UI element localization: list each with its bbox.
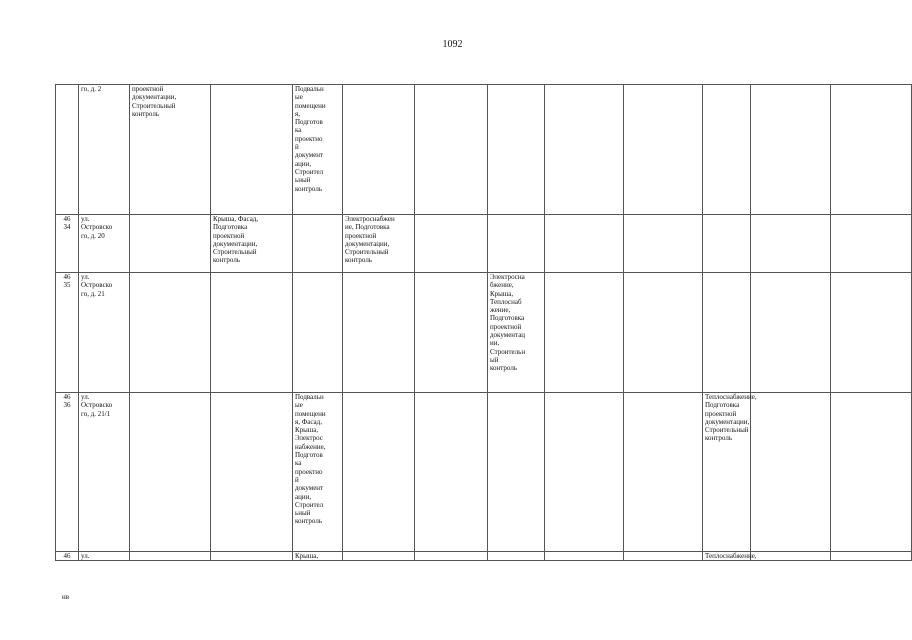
table-cell (624, 393, 703, 552)
table-cell (415, 393, 488, 552)
table-cell (488, 215, 545, 273)
table-cell: ул. Островско го, д. 20 (79, 215, 130, 273)
table-cell (545, 273, 624, 393)
table-cell (703, 273, 751, 393)
table-cell (624, 215, 703, 273)
table-cell (415, 215, 488, 273)
table-cell (343, 85, 415, 215)
table-cell (293, 273, 343, 393)
table-row (56, 215, 912, 273)
table-cell (415, 552, 488, 561)
table-cell: Подвальн ые помещени я, Фасад, Крыша, Электрос набжение, Подготов ка проектно й документ ации, Строител ьный контроль (293, 393, 343, 552)
table-cell: Электросна бжение, Крыша, Теплоснаб жение, Подготовка проектной документац ии, Строительн ый контроль (488, 273, 545, 393)
table-cell: Теплоснабжение, Подготовка проектной документации, Строительный контроль (703, 393, 751, 552)
table-cell (130, 393, 211, 552)
table-cell (545, 85, 624, 215)
table-cell (211, 393, 293, 552)
table-cell (415, 85, 488, 215)
table-cell: проектной документации, Строительный контроль (130, 85, 211, 215)
table-cell (751, 85, 831, 215)
table-cell (703, 215, 751, 273)
table-cell (624, 85, 703, 215)
table-cell (293, 215, 343, 273)
table-cell (488, 552, 545, 561)
table-cell (751, 393, 831, 552)
table-cell (211, 273, 293, 393)
table-cell: го, д. 2 (79, 85, 130, 215)
table-cell: Крыша, (293, 552, 343, 561)
table-cell (343, 393, 415, 552)
table-cell (831, 273, 912, 393)
page-number: 1092 (442, 39, 463, 50)
table-cell (624, 552, 703, 561)
data-table (55, 84, 912, 561)
table-row (56, 552, 912, 561)
table-cell (831, 393, 912, 552)
table-cell (751, 552, 831, 561)
row-number-cell: 46 34 (56, 215, 79, 273)
table-cell (831, 552, 912, 561)
table-cell (211, 552, 293, 561)
table-cell: Теплоснабжение, (703, 552, 751, 561)
row-number-cell: 46 35 (56, 273, 79, 393)
table-cell: Подвальн ые помещени я, Подготов ка проектно й документ ации, Строител ьный контроль (293, 85, 343, 215)
table-cell (130, 273, 211, 393)
row-number-cell: 46 36 (56, 393, 79, 552)
footer-mark: нв (62, 593, 70, 601)
row-number-cell: 46 (56, 552, 79, 561)
table-cell (831, 85, 912, 215)
table-cell (831, 215, 912, 273)
table-cell (488, 85, 545, 215)
table-cell (751, 273, 831, 393)
table-cell (751, 215, 831, 273)
table-cell (343, 273, 415, 393)
table-cell: ул. Островско го, д. 21 (79, 273, 130, 393)
table-row (56, 85, 912, 215)
table-cell (545, 215, 624, 273)
table-cell (488, 393, 545, 552)
table-cell (545, 552, 624, 561)
table-cell: Электроснабжен ие, Подготовка проектной документации, Строительный контроль (343, 215, 415, 273)
table-cell (343, 552, 415, 561)
table-cell (545, 393, 624, 552)
table-cell (211, 85, 293, 215)
table-cell (624, 273, 703, 393)
table-cell (130, 552, 211, 561)
table-cell: ул. Островско го, д. 21/1 (79, 393, 130, 552)
table-cell (415, 273, 488, 393)
row-number-cell (56, 85, 79, 215)
table-row (56, 393, 912, 552)
table-cell: Крыша, Фасад, Подготовка проектной документации, Строительный контроль (211, 215, 293, 273)
table-row (56, 273, 912, 393)
table-cell: ул. (79, 552, 130, 561)
table-cell (703, 85, 751, 215)
table-cell (130, 215, 211, 273)
